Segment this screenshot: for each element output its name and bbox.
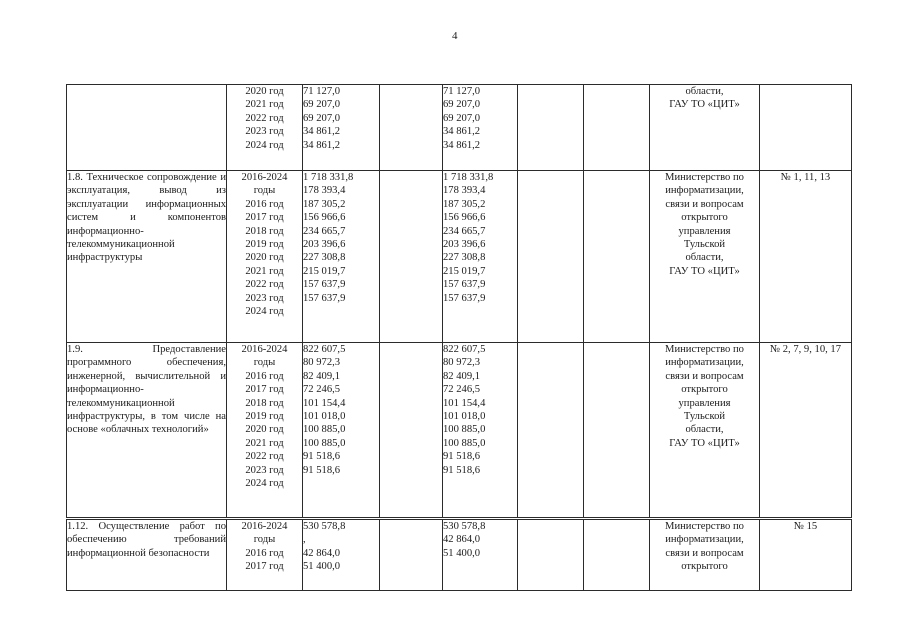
executor-cell-line: области, xyxy=(685,252,724,264)
total-funding-cell xyxy=(303,343,380,519)
executor-cell-line: ГАУ ТО «ЦИТ» xyxy=(669,265,740,277)
executor-cell-line: открытого xyxy=(681,212,728,224)
funding-cell xyxy=(518,343,584,519)
period-cell-line: 2019 год xyxy=(245,239,284,251)
total-funding-cell-line: , xyxy=(303,534,306,546)
table-row xyxy=(67,171,852,343)
total-funding-cell-line: 71 127,0 xyxy=(303,86,341,97)
total-funding-cell-line: 157 637,9 xyxy=(303,279,346,291)
total-funding-cell-line: 227 308,8 xyxy=(303,252,346,264)
regional-budget-cell-line: 82 409,1 xyxy=(443,370,481,382)
total-funding-cell-line: 82 409,1 xyxy=(303,370,341,382)
total-funding-cell-line: 100 885,0 xyxy=(303,437,346,449)
period-cell-line: 2020 год xyxy=(245,86,284,97)
table-row xyxy=(67,343,852,519)
period-cell-line: годы xyxy=(253,534,276,546)
regional-budget-cell xyxy=(443,171,518,343)
regional-budget-cell-line: 215 019,7 xyxy=(443,265,486,277)
total-funding-cell-line: 234 665,7 xyxy=(303,225,346,237)
regional-budget-cell-line: 178 393,4 xyxy=(443,185,486,197)
total-funding-cell-line: 34 861,2 xyxy=(303,126,341,138)
regional-budget-cell-line: 101 154,4 xyxy=(443,397,486,409)
indicators-cell: № 1, 11, 13 xyxy=(760,171,852,343)
regional-budget-cell-line: 234 665,7 xyxy=(443,225,486,237)
executor-cell-line: области, xyxy=(685,424,724,436)
executor-cell-line: информатизации, xyxy=(665,534,744,546)
regional-budget-cell-line: 34 861,2 xyxy=(443,139,481,151)
funding-cell xyxy=(380,171,443,343)
regional-budget-cell-line: 100 885,0 xyxy=(443,424,486,436)
executor-cell-line: ГАУ ТО «ЦИТ» xyxy=(669,437,740,449)
total-funding-cell-line: 822 607,5 xyxy=(303,344,346,355)
period-cell xyxy=(227,343,303,519)
regional-budget-cell-line: 69 207,0 xyxy=(443,99,481,111)
period-cell xyxy=(227,171,303,343)
period-cell-line: 2021 год xyxy=(245,99,284,111)
indicators-cell: № 2, 7, 9, 10, 17 xyxy=(760,343,852,519)
period-cell-line: 2020 год xyxy=(245,424,284,436)
regional-budget-cell-line: 51 400,0 xyxy=(443,547,481,559)
regional-budget-cell xyxy=(443,343,518,519)
total-funding-cell-line: 69 207,0 xyxy=(303,99,341,111)
total-funding-cell-line: 91 518,6 xyxy=(303,464,341,476)
period-cell-line: 2016 год xyxy=(245,547,284,559)
total-funding-cell-line: 203 396,6 xyxy=(303,239,346,251)
total-funding-cell-line: 34 861,2 xyxy=(303,139,341,151)
funding-cell xyxy=(518,519,584,591)
table-row xyxy=(67,519,852,591)
regional-budget-cell-line: 80 972,3 xyxy=(443,357,481,369)
total-funding-cell-line: 530 578,8 xyxy=(303,521,346,532)
total-funding-cell xyxy=(303,85,380,171)
period-cell xyxy=(227,519,303,591)
regional-budget-cell-line: 227 308,8 xyxy=(443,252,486,264)
period-cell-line: 2016-2024 xyxy=(241,521,288,532)
activity-name-cell xyxy=(67,85,227,171)
total-funding-cell-line: 156 966,6 xyxy=(303,212,346,224)
program-table xyxy=(66,84,852,591)
regional-budget-cell xyxy=(443,519,518,591)
executor-cell-line: связи и вопросам xyxy=(665,198,744,210)
executor-cell-line: Тульской xyxy=(683,411,726,423)
period-cell-line: 2022 год xyxy=(245,451,284,463)
executor-cell xyxy=(650,519,760,591)
funding-cell xyxy=(584,343,650,519)
period-cell-line: 2016-2024 xyxy=(241,172,288,183)
period-cell-line: 2022 год xyxy=(245,279,284,291)
regional-budget-cell-line: 1 718 331,8 xyxy=(443,172,494,183)
regional-budget-cell-line: 530 578,8 xyxy=(443,521,486,532)
period-cell-line: 2024 год xyxy=(245,139,284,151)
funding-cell xyxy=(584,85,650,171)
regional-budget-cell xyxy=(443,85,518,171)
total-funding-cell-line: 51 400,0 xyxy=(303,561,341,573)
period-cell-line: 2021 год xyxy=(245,437,284,449)
executor-cell-line: связи и вопросам xyxy=(665,547,744,559)
funding-cell xyxy=(518,171,584,343)
funding-cell xyxy=(584,171,650,343)
total-funding-cell-line: 1 718 331,8 xyxy=(303,172,354,183)
period-cell-line: 2023 год xyxy=(245,126,284,138)
executor-cell-line: области, xyxy=(685,86,724,97)
period-cell-line: 2024 год xyxy=(245,306,284,318)
regional-budget-cell-line: 91 518,6 xyxy=(443,464,481,476)
period-cell-line: годы xyxy=(253,185,276,197)
regional-budget-cell-line: 71 127,0 xyxy=(443,86,481,97)
executor-cell-line: управления xyxy=(678,225,731,237)
period-cell-line: 2019 год xyxy=(245,411,284,423)
executor-cell-line: Тульской xyxy=(683,239,726,251)
period-cell-line: 2016 год xyxy=(245,370,284,382)
total-funding-cell-line: 187 305,2 xyxy=(303,198,346,210)
period-cell-line: 2023 год xyxy=(245,292,284,304)
total-funding-cell-line: 101 018,0 xyxy=(303,411,346,423)
indicators-cell: № 15 xyxy=(760,519,852,591)
executor-cell-line: управления xyxy=(678,397,731,409)
period-cell-line: 2018 год xyxy=(245,397,284,409)
funding-cell xyxy=(380,85,443,171)
total-funding-cell xyxy=(303,171,380,343)
executor-cell-line: Министерство по xyxy=(665,521,744,532)
period-cell xyxy=(227,85,303,171)
period-cell-line: 2022 год xyxy=(245,112,284,124)
executor-cell xyxy=(650,171,760,343)
total-funding-cell-line: 178 393,4 xyxy=(303,185,346,197)
regional-budget-cell-line: 100 885,0 xyxy=(443,437,486,449)
period-cell-line: 2016 год xyxy=(245,198,284,210)
regional-budget-cell-line: 203 396,6 xyxy=(443,239,486,251)
total-funding-cell-line: 101 154,4 xyxy=(303,397,346,409)
executor-cell xyxy=(650,85,760,171)
page-number: 4 xyxy=(452,30,458,42)
activity-name-cell: 1.12. Осуществление работ по обеспечению требований информационной безопасности xyxy=(67,519,227,591)
total-funding-cell-line: 157 637,9 xyxy=(303,292,346,304)
period-cell-line: 2020 год xyxy=(245,252,284,264)
executor-cell-line: открытого xyxy=(681,384,728,396)
regional-budget-cell-line: 157 637,9 xyxy=(443,292,486,304)
regional-budget-cell-line: 69 207,0 xyxy=(443,112,481,124)
executor-cell xyxy=(650,343,760,519)
funding-cell xyxy=(380,519,443,591)
total-funding-cell-line: 69 207,0 xyxy=(303,112,341,124)
total-funding-cell-line: 42 864,0 xyxy=(303,547,341,559)
executor-cell-line: Министерство по xyxy=(665,344,744,355)
regional-budget-cell-line: 156 966,6 xyxy=(443,212,486,224)
regional-budget-cell-line: 187 305,2 xyxy=(443,198,486,210)
executor-cell-line: информатизации, xyxy=(665,357,744,369)
funding-cell xyxy=(518,85,584,171)
total-funding-cell-line: 80 972,3 xyxy=(303,357,341,369)
executor-cell-line: Министерство по xyxy=(665,172,744,183)
period-cell-line: 2017 год xyxy=(245,561,284,573)
executor-cell-line: открытого xyxy=(681,561,728,573)
funding-cell xyxy=(584,519,650,591)
total-funding-cell-line: 91 518,6 xyxy=(303,451,341,463)
period-cell-line: годы xyxy=(253,357,276,369)
regional-budget-cell-line: 101 018,0 xyxy=(443,411,486,423)
period-cell-line: 2016-2024 xyxy=(241,344,288,355)
regional-budget-cell-line: 34 861,2 xyxy=(443,126,481,138)
regional-budget-cell-line: 157 637,9 xyxy=(443,279,486,291)
period-cell-line: 2017 год xyxy=(245,384,284,396)
period-cell-line: 2024 год xyxy=(245,478,284,490)
executor-cell-line: связи и вопросам xyxy=(665,370,744,382)
executor-cell-line: ГАУ ТО «ЦИТ» xyxy=(669,99,740,111)
activity-name-cell: 1.8. Техническое сопровождение и эксплуатация, вывод из эксплуатации информационных систем и компонентов информационно-телекоммуникационной инфраструктуры xyxy=(67,171,227,343)
activity-name-cell: 1.9. Предоставление программного обеспечения, инженерной, вычислительной и информационно-телекоммуникационной инфраструктуры, в том числе на основе «облачных технологий» xyxy=(67,343,227,519)
table-row xyxy=(67,85,852,171)
regional-budget-cell-line: 822 607,5 xyxy=(443,344,486,355)
total-funding-cell-line: 215 019,7 xyxy=(303,265,346,277)
period-cell-line: 2023 год xyxy=(245,464,284,476)
regional-budget-cell-line: 42 864,0 xyxy=(443,534,481,546)
regional-budget-cell-line: 91 518,6 xyxy=(443,451,481,463)
indicators-cell xyxy=(760,85,852,171)
total-funding-cell-line: 100 885,0 xyxy=(303,424,346,436)
total-funding-cell xyxy=(303,519,380,591)
period-cell-line: 2018 год xyxy=(245,225,284,237)
funding-cell xyxy=(380,343,443,519)
executor-cell-line: информатизации, xyxy=(665,185,744,197)
regional-budget-cell-line: 72 246,5 xyxy=(443,384,481,396)
period-cell-line: 2021 год xyxy=(245,265,284,277)
period-cell-line: 2017 год xyxy=(245,212,284,224)
total-funding-cell-line: 72 246,5 xyxy=(303,384,341,396)
